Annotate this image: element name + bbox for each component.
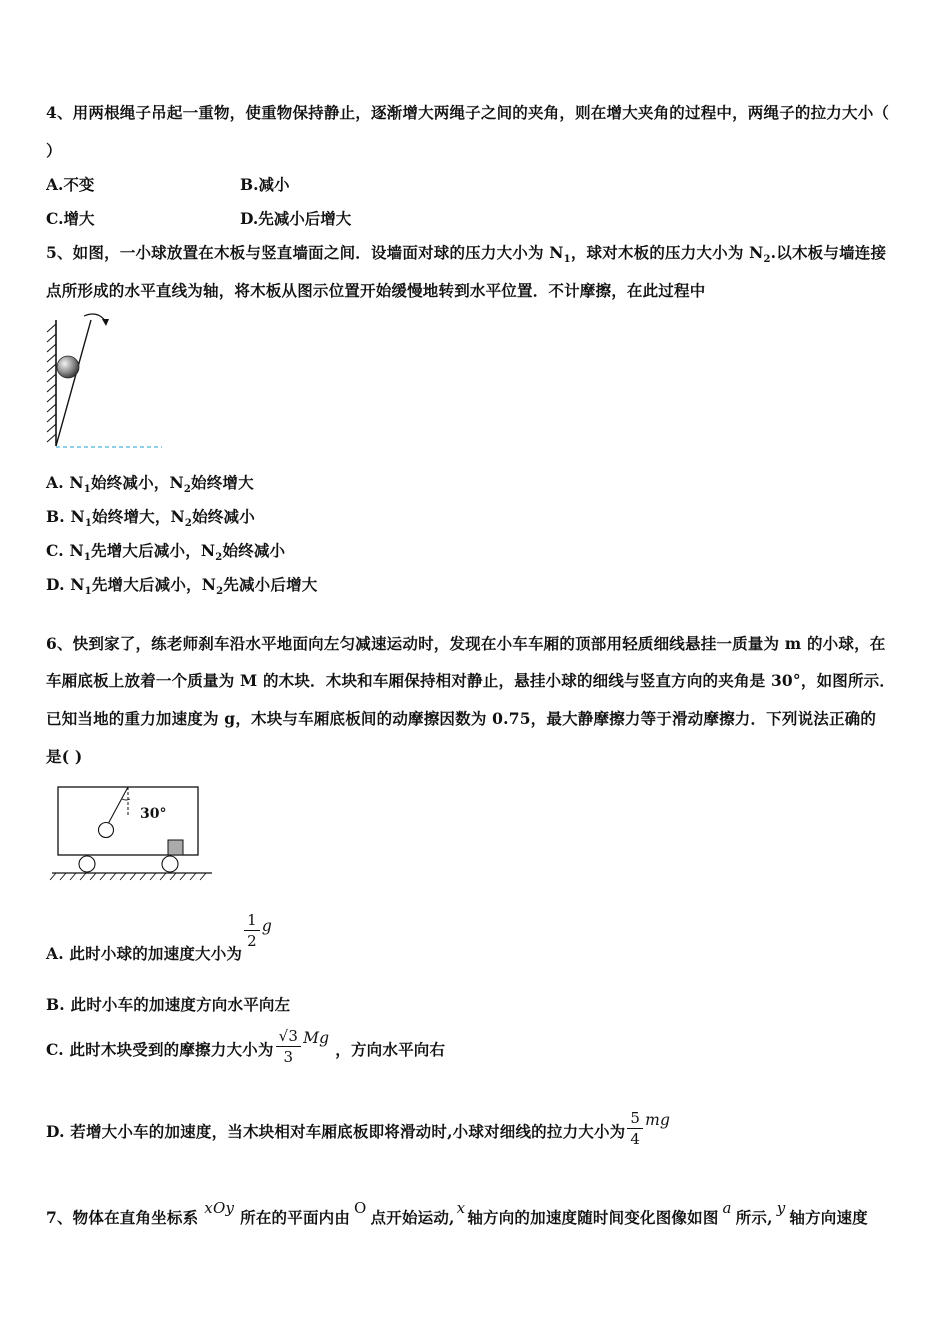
q4-option-c: C.增大: [46, 209, 95, 228]
q4-option-d: D.先减小后增大: [240, 209, 352, 228]
q6-angle-label: 30°: [140, 806, 167, 822]
q6-stem-line1: 6、快到家了，练老师刹车沿水平地面向左匀减速运动时，发现在小车车厢的顶部用轻质细线悬挂一质量为 m 的小球，在: [46, 634, 886, 653]
q6-stem-line4: 是( ): [46, 747, 83, 766]
q4-stem-line1: 4、用两根绳子吊起一重物，使重物保持静止，逐渐增大两绳子之间的夹角，则在增大夹角的过程中，两绳子的拉力大小（: [46, 103, 890, 122]
q4-option-a: A.不变: [46, 175, 95, 194]
q6-cart-diagram: [48, 782, 218, 884]
q4-option-b: B.减小: [240, 175, 290, 194]
q6-option-b: B. 此时小车的加速度方向水平向左: [46, 995, 291, 1014]
q6-option-c: C. 此时木块受到的摩擦力大小为 $\frac{√3}{3}$ Mg，方向水平向右: [46, 1027, 446, 1066]
q6-stem-line3: 已知当地的重力加速度为 g，木块与车厢底板间的动摩擦因数为 0.75，最大静摩擦力等于滑动摩擦力．下列说法正确的: [46, 709, 877, 728]
q6-stem-line2: 车厢底板上放着一个质量为 M 的木块．木块和车厢保持相对静止，悬挂小球的细线与竖直方向的夹角是 30°，如图所示．: [46, 671, 896, 690]
q7-stem: 7、物体在直角坐标系 xOy 所在的平面内由 O 点开始运动, x 轴方向的加速度随时间变化图像如图 a 所示, y 轴方向速度: [46, 1199, 868, 1227]
q6-option-a: A. 此时小球的加速度大小为 $\frac{1}{2}$ g: [46, 911, 272, 963]
q4-stem-line2: ）: [46, 141, 62, 160]
q5-option-b: B. $N_1$始终增大，$N_2$始终减小: [46, 507, 255, 530]
q5-option-a: A. $N_1$始终减小，$N_2$始终增大: [46, 473, 254, 496]
q6-option-d: D. 若增大小车的加速度，当木块相对车厢底板即将滑动时,小球对细线的拉力大小为 $\frac{5}{4}$ mg: [46, 1109, 671, 1148]
q5-stem-line1: 5、如图，一小球放置在木板与竖直墙面之间．设墙面对球的压力大小为 $N_1$，球对木板的压力大小为 $N_2$.以木板与墙连接: [46, 243, 887, 266]
q5-stem-line2: 点所形成的水平直线为轴，将木板从图示位置开始缓慢地转到水平位置．不计摩擦，在此过程中: [46, 281, 706, 300]
q5-option-d: D. $N_1$先增大后减小，$N_2$先减小后增大: [46, 575, 318, 598]
q5-wall-board-diagram: [40, 308, 170, 453]
q5-option-c: C. $N_1$先增大后减小，$N_2$始终减小: [46, 541, 286, 564]
